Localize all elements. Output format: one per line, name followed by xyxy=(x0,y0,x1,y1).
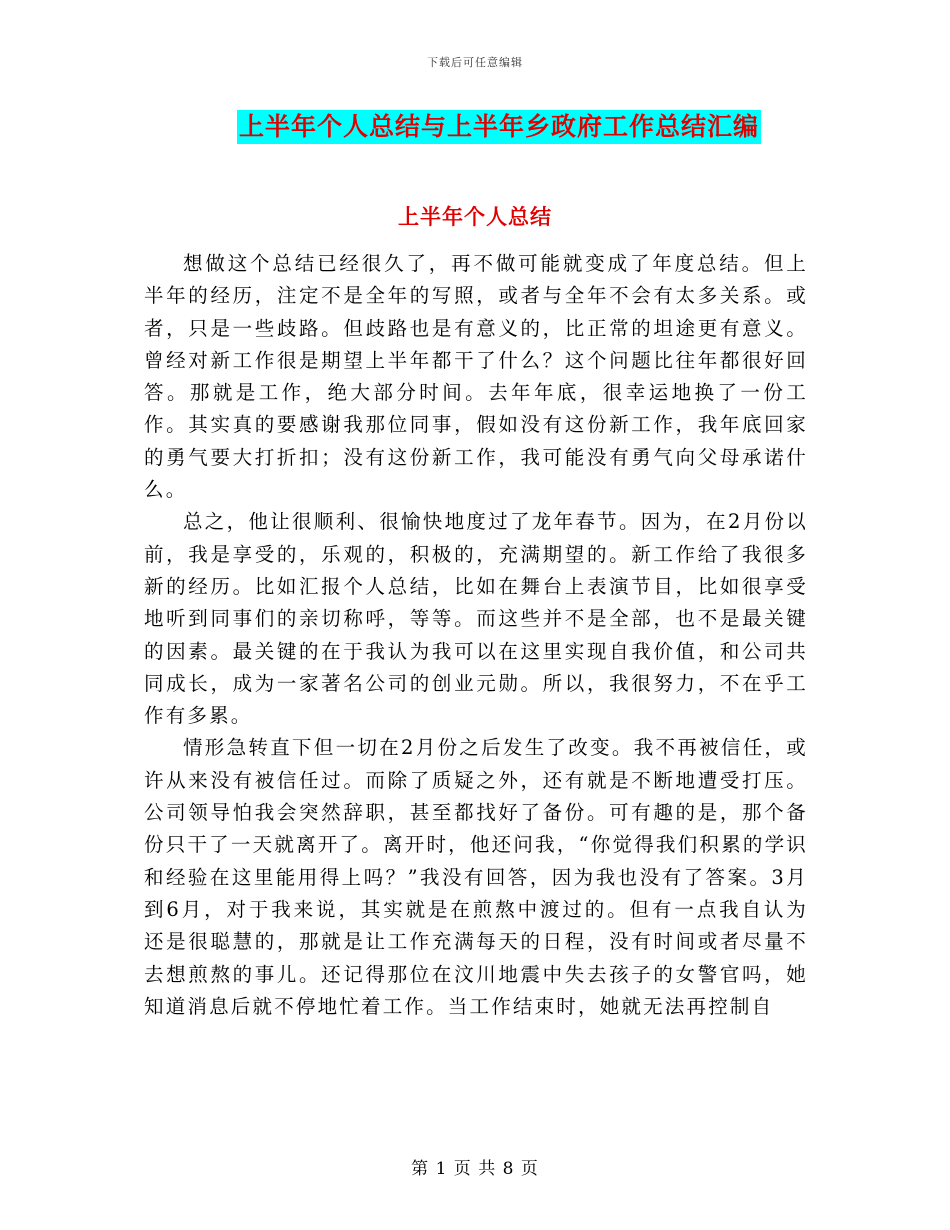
main-title-container xyxy=(0,110,950,144)
paragraph: 想做这个总结已经很久了，再不做可能就变成了年度总结。但上半年的经历，注定不是全年的写照，或者与全年不会有太多关系。或者，只是一些歧路。但歧路也是有意义的，比正常的坦途更有意义。曾经对新工作很是期望上半年都干了什么？这个问题比往年都很好回答。那就是工作，绝大部分时间。去年年底，很幸运地换了一份工作。其实真的要感谢我那位同事，假如没有这份新工作，我年底回家的勇气要大打折扣；没有这份新工作，我可能没有勇气向父母承诺什么。 xyxy=(144,252,808,502)
header-note: 下载后可任意编辑 xyxy=(427,56,523,69)
section-title: 上半年个人总结 xyxy=(398,204,552,229)
main-title: 上半年个人总结与上半年乡政府工作总结汇编 xyxy=(237,110,761,144)
page-number: 第 1 页 共 8 页 xyxy=(411,1159,539,1179)
paragraph: 情形急转直下但一切在2月份之后发生了改变。我不再被信任，或许从来没有被信任过。而除了质疑之外，还有就是不断地遭受打压。公司领导怕我会突然辞职，甚至都找好了备份。可有趣的是，那个备份只干了一天就离开了。离开时，他还问我，“你觉得我们积累的学识和经验在这里能用得上吗？”我没有回答，因为我也没有了答案。3月到6月，对于我来说，其实就是在煎熬中渡过的。但有一点我自认为还是很聪慧的，那就是让工作充满每天的日程，没有时间或者尽量不去想煎熬的事儿。还记得那位在汶川地震中失去孩子的女警官吗，她知道消息后就不停地忙着工作。当工作结束时，她就无法再控制自 xyxy=(144,736,808,1018)
body-text xyxy=(144,248,808,1023)
paragraph: 总之，他让很顺利、很愉快地度过了龙年春节。因为，在2月份以前，我是享受的，乐观的，积极的，充满期望的。新工作给了我很多新的经历。比如汇报个人总结，比如在舞台上表演节目，比如很享受地听到同事们的亲切称呼，等等。而这些并不是全部，也不是最关键的因素。最关键的在于我认为我可以在这里实现自我价值，和公司共同成长，成为一家著名公司的创业元勋。所以，我很努力，不在乎工作有多累。 xyxy=(144,510,808,728)
